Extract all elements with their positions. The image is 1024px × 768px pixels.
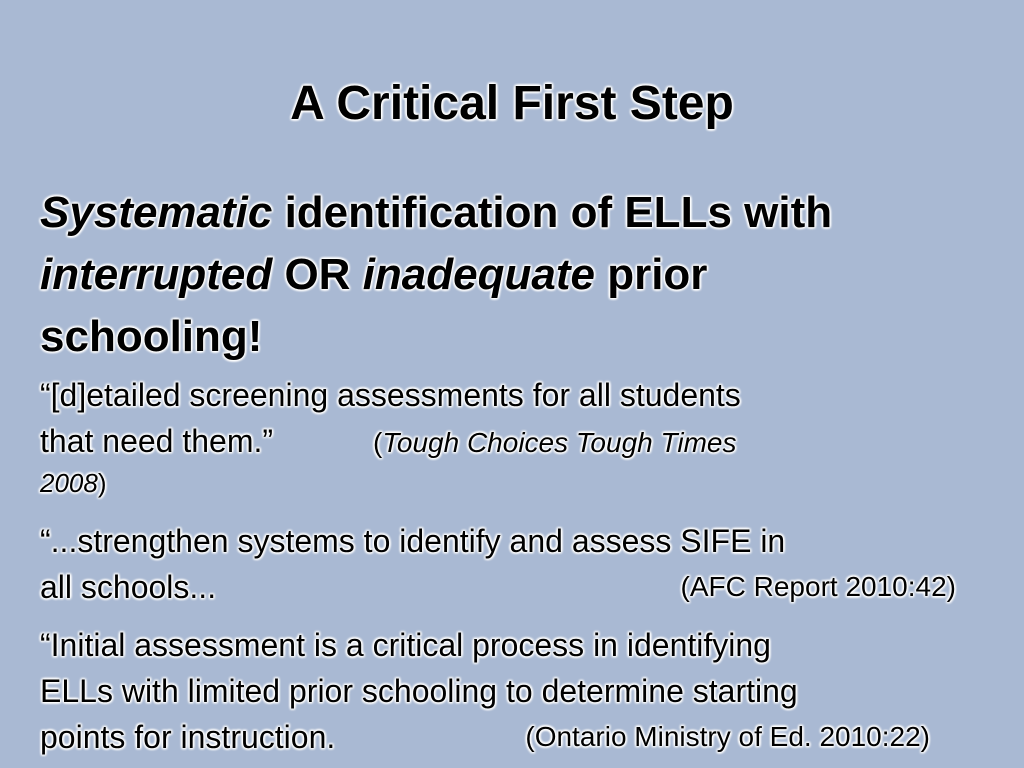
quote-2-line-2 [40,564,990,610]
quote-3-line-2: ELLs with limited prior schooling to determine starting [40,673,798,709]
quote-1-source-open: ( [373,427,383,458]
quote-1-source-close: ) [97,468,107,498]
quote-2-line-1: “...strengthen systems to identify and assess SIFE in [40,523,786,559]
quote-1-line-1: “[d]etailed screening assessments for all students [40,377,741,413]
quote-1-line-2-text: that need them.” [40,423,274,459]
quote-2-line-2-text: all schools... [40,569,217,605]
headline-inadequate: inadequate [362,250,595,299]
quote-2-source: (AFC Report 2010:42) [680,571,956,602]
headline-line-1 [40,182,980,244]
headline-interrupted: interrupted [40,250,273,299]
quote-3 [40,622,990,760]
headline-prior: prior [594,250,708,299]
quote-1-source-year: 2008 [40,468,98,498]
quote-3-source: (Ontario Ministry of Ed. 2010:22) [525,721,930,752]
quote-1-source [373,427,736,458]
headline-systematic: Systematic [40,188,273,237]
slide-title: A Critical First Step [290,77,734,130]
headline-line-2 [40,244,980,306]
quote-1 [40,372,990,500]
headline [40,182,980,368]
quote-3-line-1: “Initial assessment is a critical process in identifying [40,627,771,663]
quote-3-line-3 [40,714,990,760]
quote-2 [40,518,990,610]
headline-line-3: schooling! [40,312,263,361]
headline-or: OR [272,250,363,299]
quote-1-line-2 [40,418,990,466]
quote-1-source-title: Tough Choices Tough Times [382,427,737,458]
quote-3-line-3-text: points for instruction. [40,719,336,755]
quote-1-line-3 [40,466,990,500]
headline-text-1: identification of ELLs with [272,188,833,237]
